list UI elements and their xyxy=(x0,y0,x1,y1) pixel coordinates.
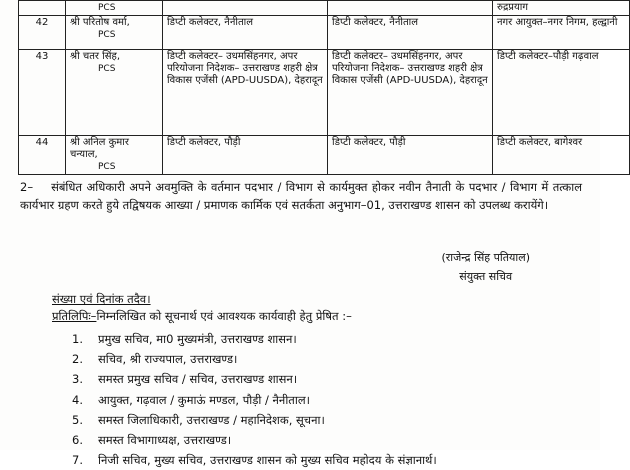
new-posting-cell: डिप्टी कलेक्टर, बागेश्वर xyxy=(493,136,630,175)
officer-name: श्री अनिल कुमार चन्याल, xyxy=(70,137,129,160)
officer-name: श्री चतर सिंह, xyxy=(70,51,121,62)
serial-number: 42 xyxy=(19,16,66,50)
copy-to-heading xyxy=(52,309,352,324)
paragraph-number: 2– xyxy=(20,180,34,194)
signatory-name: (राजेन्द्र सिंह पतियाल) xyxy=(441,251,530,264)
relieved-post-cell: डिप्टी कलेक्टर, नैनीताल xyxy=(328,16,493,50)
copy-recipient-list xyxy=(72,329,437,470)
list-item: 6. समस्त विभागाध्यक्ष, उत्तराखण्ड। xyxy=(72,433,232,448)
copy-label: प्रतिलिपिः– xyxy=(52,309,97,323)
officer-transfer-table xyxy=(18,0,630,175)
cadre-label: PCS xyxy=(98,3,116,13)
table-row xyxy=(19,16,630,50)
list-item: 4. आयुक्त, गढ़वाल / कुमाऊं मण्डल, पौड़ी / नैनीताल। xyxy=(72,392,310,407)
table-row xyxy=(19,50,630,136)
list-item: 1. प्रमुख सचिव, मा0 मुख्यमंत्री, उत्तराखण्ड शासन। xyxy=(72,332,297,346)
table-row xyxy=(19,136,630,175)
list-item: 3. समस्त प्रमुख सचिव / सचिव, उत्तराखण्ड शासन। xyxy=(72,372,298,387)
serial-number: 43 xyxy=(19,50,66,136)
relieved-post-cell: डिप्टी कलेक्टर– उधमसिंहनगर, अपर परियोजना निदेशक– उत्तराखण्ड शहरी क्षेत्र विकास एजेंसी (APD-UUSDA), देहरादून xyxy=(328,50,493,136)
paragraph-text: संबंधित अधिकारी अपने अवमुक्ति के वर्तमान पदभार / विभाग से कार्यमुक्त होकर नवीन तैनाती के पदभार / विभाग में तत्काल कार्यभार ग्रहण करते हुये तद्विषयक आख्या / प्रमाणक कार्मिक एवं सतर्कता अनुभाग–01, उत्तराखण्ड शासन को उपलब्ध करायेंगे। xyxy=(20,180,582,212)
list-item: 7. निजी सचिव, मुख्य सचिव, उत्तराखण्ड शासन को मुख्य सचिव महोदय के संज्ञानार्थ। xyxy=(72,453,437,468)
signatory-designation: संयुक्त सचिव xyxy=(459,270,513,283)
serial-number: 44 xyxy=(19,136,66,175)
new-posting-cell: नगर आयुक्त–नगर निगम, हल्द्वानी xyxy=(493,16,630,50)
officer-name: श्री परितोष वर्मा, xyxy=(70,17,130,28)
cadre-label: PCS xyxy=(98,30,116,40)
reference-line: संख्या एवं दिनांक तदैव। xyxy=(52,292,151,306)
instruction-paragraph xyxy=(20,178,582,214)
new-posting-cell: डिप्टी कलेक्टर–पौड़ी गढ़वाल xyxy=(493,50,630,136)
new-posting-cell: रुद्रप्रयाग xyxy=(493,1,630,16)
cadre-label: PCS xyxy=(98,64,116,74)
copy-text: निम्नलिखित को सूचनार्थ एवं आवश्यक कार्यवाही हेतु प्रेषित :– xyxy=(96,309,352,323)
current-post-cell: डिप्टी कलेक्टर– उधमसिंहनगर, अपर परियोजना निदेशक– उत्तराखण्ड शहरी क्षेत्र विकास एजेंसी (APD-UUSDA), देहरादून xyxy=(163,50,328,136)
list-item: 2. सचिव, श्री राज्यपाल, उत्तराखण्ड। xyxy=(72,352,238,367)
current-post-cell: डिप्टी कलेक्टर, पौड़ी xyxy=(163,136,328,175)
table-row xyxy=(19,1,630,16)
list-item: 5. समस्त जिलाधिकारी, उत्तराखण्ड / महानिदेशक, सूचना। xyxy=(72,412,325,427)
relieved-post-cell: डिप्टी कलेक्टर, पौड़ी xyxy=(328,136,493,175)
signature-block xyxy=(441,248,530,286)
current-post-cell: डिप्टी कलेक्टर, नैनीताल xyxy=(163,16,328,50)
cadre-label: PCS xyxy=(98,162,116,172)
